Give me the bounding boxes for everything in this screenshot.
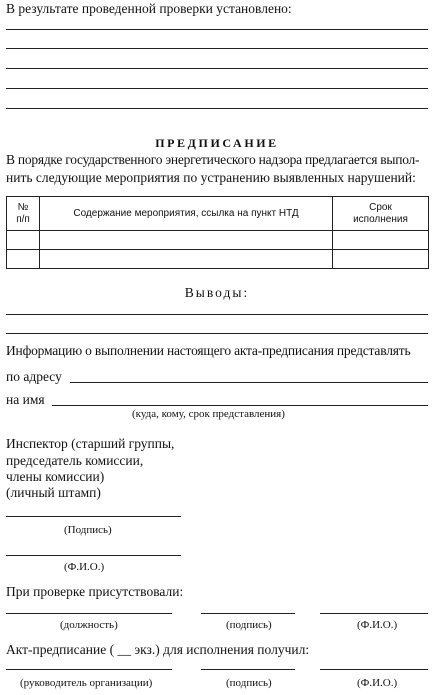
inspector-line-1: Инспектор (старший группы, <box>6 436 175 451</box>
name-field[interactable] <box>52 405 428 406</box>
received-head-caption: (руководитель организации) <box>20 677 153 689</box>
address-label: по адресу <box>6 369 62 384</box>
measures-table <box>6 196 429 269</box>
inspector-name-field[interactable] <box>6 555 181 556</box>
order-intro-line-1: В порядке государственного энергетического надзора предлагается выпол- <box>6 152 420 167</box>
row-deadline-cell[interactable] <box>333 250 429 269</box>
row-number-cell[interactable] <box>7 250 40 269</box>
row-number-cell[interactable] <box>7 231 40 250</box>
col-deadline-line-2: исполнения <box>353 213 408 225</box>
inspector-line-2: председатель комиссии, <box>6 453 144 468</box>
measures-table-header <box>7 197 429 231</box>
col-number-header <box>7 197 40 231</box>
present-name-field[interactable] <box>320 613 428 614</box>
report-caption: (куда, кому, срок представления) <box>132 408 285 420</box>
present-signature-field[interactable] <box>201 613 295 614</box>
conclusions-line-2[interactable] <box>6 333 428 334</box>
row-content-cell[interactable] <box>40 250 333 269</box>
address-field[interactable] <box>70 382 428 383</box>
present-position-field[interactable] <box>6 613 172 614</box>
inspector-line-4: (личный штамп) <box>6 485 101 500</box>
conclusions-title: Выводы: <box>184 285 250 300</box>
present-signature-caption: (подпись) <box>226 619 272 631</box>
received-head-field[interactable] <box>6 669 172 670</box>
received-signature-field[interactable] <box>201 669 295 670</box>
col-content-header: Содержание мероприятия, ссылка на пункт НТД <box>40 197 333 231</box>
col-deadline-header <box>333 197 429 231</box>
result-line-4[interactable] <box>6 88 428 89</box>
result-line-1[interactable] <box>6 29 428 30</box>
received-name-caption: (Ф.И.О.) <box>357 677 398 689</box>
order-title: ПРЕДПИСАНИЕ <box>155 136 279 150</box>
present-label: При проверке присутствовали: <box>6 584 184 599</box>
received-label: Акт-предписание ( __ экз.) для исполнения получил: <box>6 642 310 657</box>
present-name-caption: (Ф.И.О.) <box>357 619 398 631</box>
inspector-signature-caption: (Подпись) <box>64 524 112 536</box>
row-content-cell[interactable] <box>40 231 333 250</box>
present-position-caption: (должность) <box>60 619 118 631</box>
verification-result-label: В результате проведенной проверки установлено: <box>6 1 292 16</box>
report-info-text: Информацию о выполнении настоящего акта-предписания представлять <box>6 343 411 358</box>
conclusions-line-1[interactable] <box>6 314 428 315</box>
inspector-name-caption: (Ф.И.О.) <box>64 561 105 573</box>
inspector-line-3: члены комиссии) <box>6 469 105 484</box>
result-line-5[interactable] <box>6 108 428 109</box>
table-row <box>7 231 429 250</box>
table-row <box>7 250 429 269</box>
row-deadline-cell[interactable] <box>333 231 429 250</box>
result-line-3[interactable] <box>6 68 428 69</box>
col-number-line-1: № <box>17 201 29 213</box>
order-intro-line-2: нить следующие мероприятия по устранению выявленных нарушений: <box>6 170 416 185</box>
col-number-line-2: п/п <box>16 213 30 225</box>
received-name-field[interactable] <box>320 669 428 670</box>
result-line-2[interactable] <box>6 48 428 49</box>
name-label: на имя <box>6 392 45 407</box>
inspector-signature-field[interactable] <box>6 516 181 517</box>
col-deadline-line-1: Срок <box>369 201 392 213</box>
received-signature-caption: (подпись) <box>226 677 272 689</box>
